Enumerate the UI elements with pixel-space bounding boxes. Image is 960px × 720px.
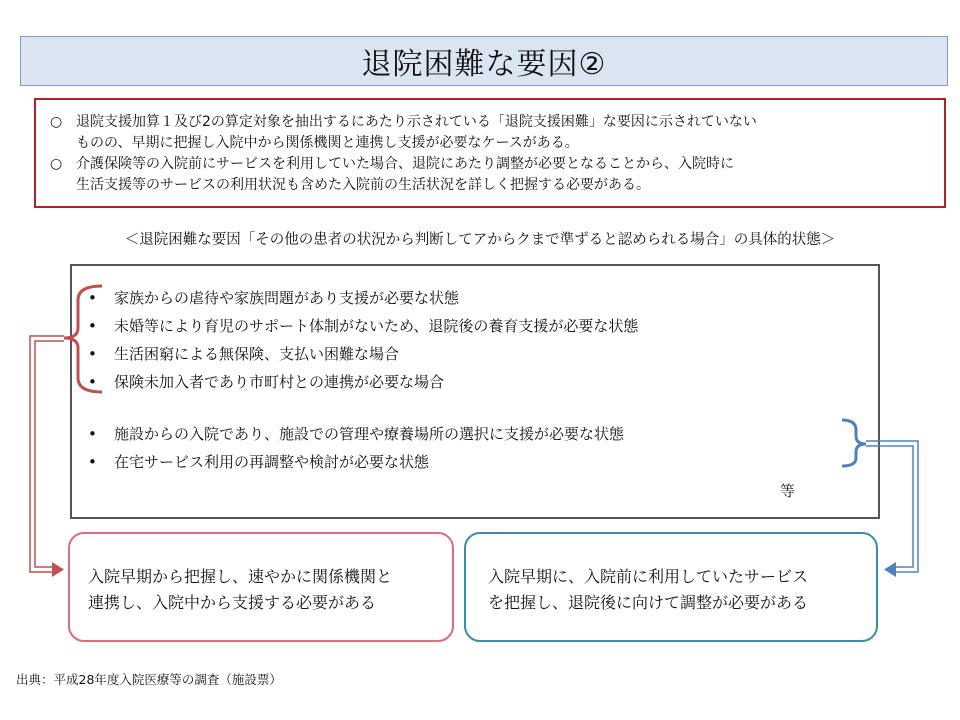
result-line: 入院早期から把握し、速やかに関係機関と xyxy=(88,567,393,586)
notice-line: ものの、早期に把握し入院中から関係機関と連携し支援が必要なケースがある。 xyxy=(76,135,579,151)
right-connector-arrow-icon xyxy=(866,441,918,572)
source-note: 出典：平成28年度入院医療等の調査（施設票） xyxy=(16,672,282,687)
notice-line: 退院支援加算１及び2の算定対象を抽出するにあたり示されている「退院支援困難」な要因に示されていない xyxy=(76,114,757,130)
notice-line: 介護保険等の入院前にサービスを利用していた場合、退院にあたり調整が必要となることから、入院時に xyxy=(76,156,734,172)
list-item: • 家族からの虐待や家族問題があり支援が必要な状態 xyxy=(86,284,638,312)
etc-label: 等 xyxy=(780,482,796,500)
circle-mark-icon: ○ xyxy=(50,156,63,172)
list-item: • 在宅サービス利用の再調整や検討が必要な状態 xyxy=(86,448,624,476)
list-item: • 未婚等により育児のサポート体制がないため、退院後の養育支援が必要な状態 xyxy=(86,312,638,340)
list-item: • 施設からの入院であり、施設での管理や療養場所の選択に支援が必要な状態 xyxy=(86,420,624,448)
notice-line: 生活支援等のサービスの利用状況も含めた入院前の生活状況を詳しく把握する必要がある。 xyxy=(76,177,650,193)
page-title: 退院困難な要因② xyxy=(361,47,607,82)
right-brace-icon xyxy=(842,420,866,466)
list-item: • 保険未加入者であり市町村との連携が必要な場合 xyxy=(86,368,638,396)
left-brace-icon xyxy=(64,286,102,392)
result-line: 連携し、入院中から支援する必要がある xyxy=(88,593,377,612)
circle-mark-icon: ○ xyxy=(50,114,63,130)
result-line: 入院早期に、入院前に利用していたサービス xyxy=(488,567,809,586)
subheading: ＜退院困難な要因「その他の患者の状況から判断してアからクまで準ずると認められる場合」の具体的状態＞ xyxy=(124,232,836,248)
list-item: • 生活困窮による無保険、支払い困難な場合 xyxy=(86,340,638,368)
result-line: を把握し、退院後に向けて調整が必要がある xyxy=(488,593,809,612)
